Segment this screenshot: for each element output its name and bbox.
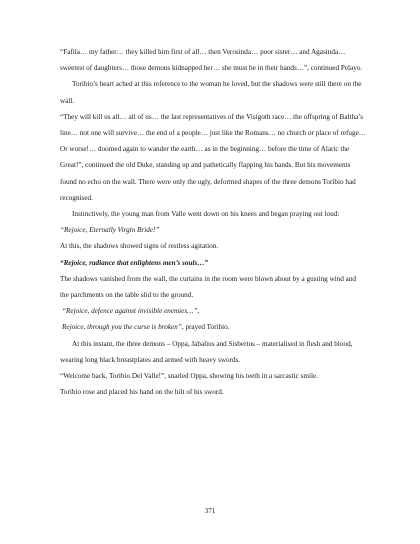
paragraph-1: “Fafila… my father… they killed him first of all… then Verosinda… poor sister… and Agasinda… sweetest of daughters… those demons kidnapped her… she must be in their hands…”, continued Pelayo. <box>60 48 363 73</box>
paragraph-6: At this, the shadows showed signs of restless agitation. <box>60 242 219 251</box>
page-body <box>60 44 366 400</box>
paragraph-2: Toribio’s heart ached at this reference to the woman he loved, but the shadows were still there on the wall. <box>60 80 362 105</box>
prayer-line-4-tail: , prayed Toribio. <box>181 323 230 332</box>
prayer-line-4-italic: Rejoice, through you the curse is broken” <box>62 323 182 332</box>
prayer-line-2: “Rejoice, radiance that enlightens men’s souls…” <box>60 258 209 267</box>
prayer-line-1: “Rejoice, Eternally Virgin Bride!” <box>60 226 160 235</box>
paragraph-12: “Welcome back, Toribio Del Valle!”, snarled Oppa, showing his teeth in a sarcastic smile. <box>60 372 318 381</box>
paragraph-8: The shadows vanished from the wall, the curtains in the room were blown about by a gusting wind and the parchments on the table slid to the ground. <box>60 274 357 300</box>
paragraph-13: Toribio rose and placed his hand on the hilt of his sword. <box>60 388 224 397</box>
paragraph-3: “They will kill us all… all of us… the last representatives of the Visigoth race… the offspring of Baltha’s line… not one will survive… the end of a people… just like the Romans… no church or place of refuge… Or worse!… doomed again to wander the earth… as in the beginning… before the time of Alaric the Great!”, continued the old Duke, standing up and pathetically flapping his hands. But his movements found no echo on the wall. There were only the ugly, deformed shapes of the three demons Toribio had recognised. <box>60 112 366 202</box>
paragraph-4: Instinctively, the young man from Valle went down on his knees and began praying out loud: <box>72 210 340 219</box>
paragraph-11: At this instant, the three demons – Oppa, Jabalius and Sisbertus – materialised in flesh and blood, wearing long black breastplates and armed with heavy swords. <box>60 339 353 364</box>
prayer-line-3: “Rejoice, defence against invisible enemies…”, <box>62 307 200 316</box>
page-number: 371 <box>204 507 216 515</box>
prayer-line-4 <box>60 319 366 335</box>
